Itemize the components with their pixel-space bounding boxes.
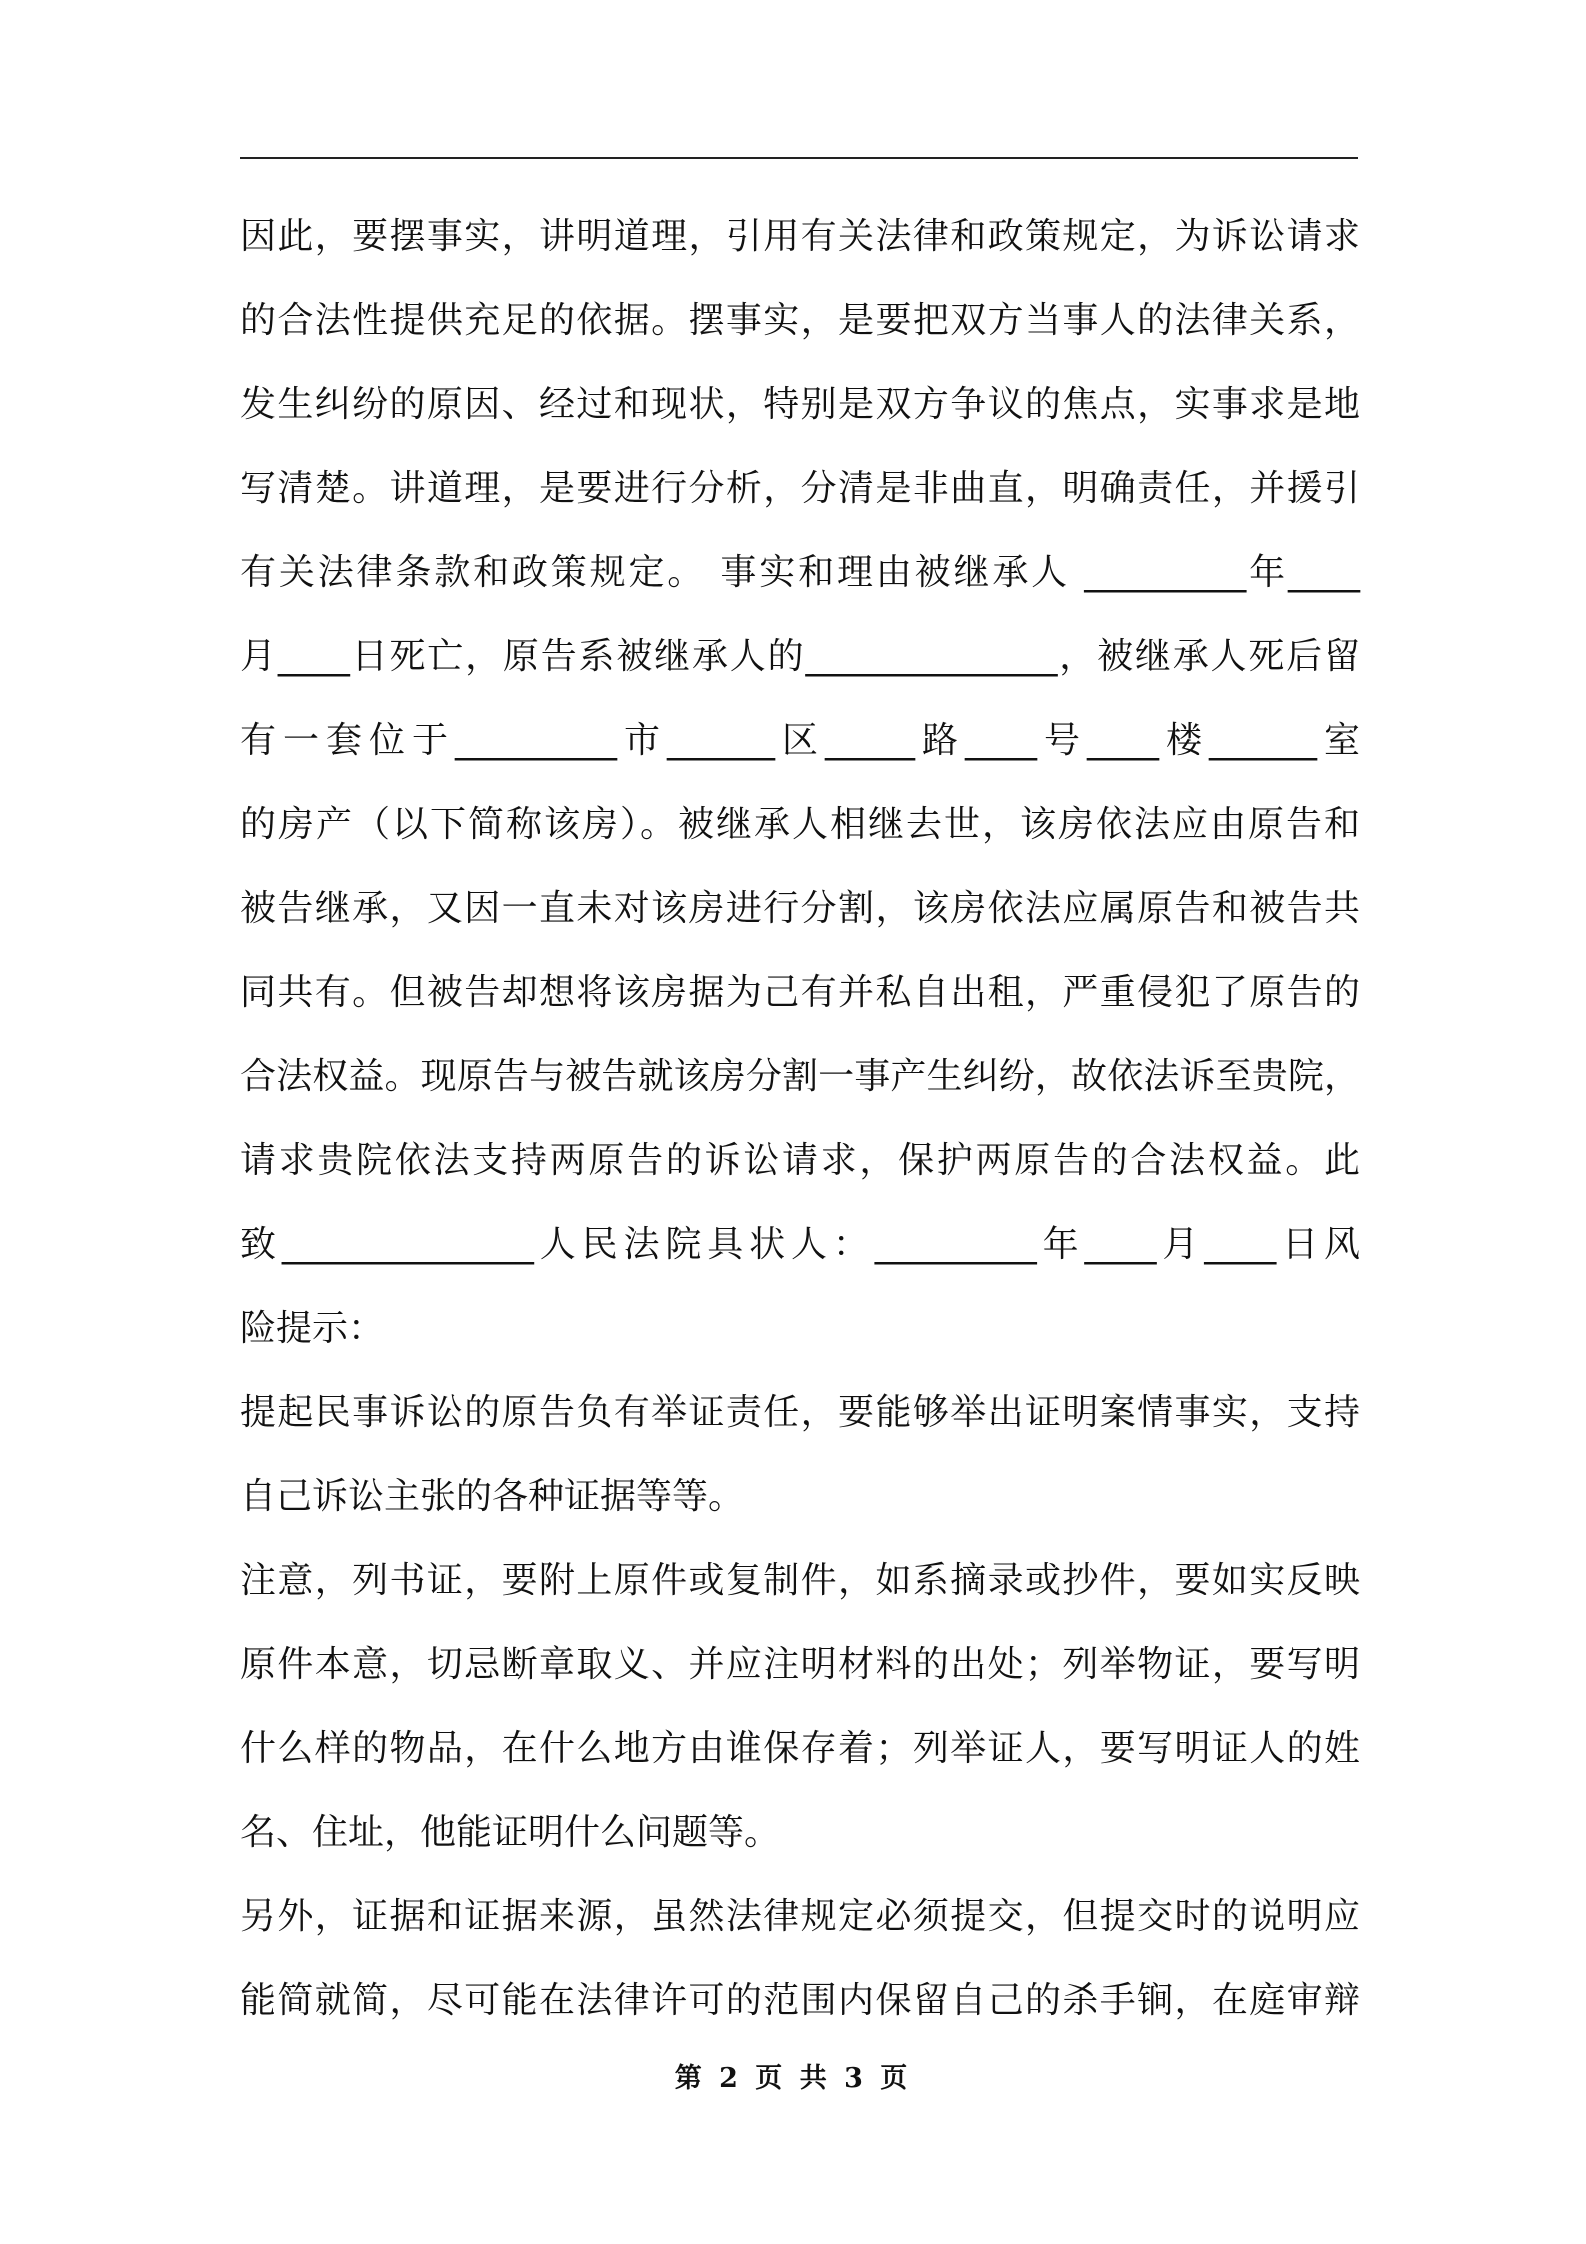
document-body (240, 195, 1360, 2043)
header-rule (240, 157, 1358, 159)
text-line: 的房产（以下简称该房）。被继承人相继去世，该房依法应由原告和 (240, 804, 1360, 845)
text-line: 同共有。但被告却想将该房据为己有并私自出租，严重侵犯了原告的 (240, 972, 1360, 1013)
text-line: 注意，列书证，要附上原件或复制件，如系摘录或抄件，要如实反映 (240, 1560, 1360, 1601)
page-number: 第 2 页 共 3 页 (674, 2063, 912, 2094)
text-line: 能简就简，尽可能在法律许可的范围内保留自己的杀手锏，在庭审辩 (240, 1980, 1360, 2021)
text-line: 的合法性提供充足的依据。摆事实，是要把双方当事人的法律关系， (240, 300, 1360, 341)
text-line: 写清楚。讲道理，是要进行分析，分清是非曲直，明确责任，并援引 (240, 468, 1360, 509)
text-line: 原件本意，切忌断章取义、并应注明材料的出处；列举物证，要写明 (240, 1644, 1360, 1685)
text-line: 有一套位于_________市______区_____路____号____楼______室 (240, 720, 1360, 761)
text-line: 被告继承，又因一直未对该房进行分割，该房依法应属原告和被告共 (240, 888, 1360, 929)
text-line: 合法权益。现原告与被告就该房分割一事产生纠纷，故依法诉至贵院， (240, 1056, 1360, 1097)
text-line: 自己诉讼主张的各种证据等等。 (240, 1476, 745, 1517)
text-line: 有关法律条款和政策规定。 事实和理由被继承人 _________年____ (240, 552, 1360, 593)
text-line: 什么样的物品，在什么地方由谁保存着；列举证人，要写明证人的姓 (240, 1728, 1360, 1769)
text-line: 因此，要摆事实，讲明道理，引用有关法律和政策规定，为诉讼请求 (240, 216, 1360, 257)
text-line: 发生纠纷的原因、经过和现状，特别是双方争议的焦点，实事求是地 (240, 384, 1360, 425)
text-line: 另外，证据和证据来源，虽然法律规定必须提交，但提交时的说明应 (240, 1896, 1360, 1937)
text-line: 提起民事诉讼的原告负有举证责任，要能够举出证明案情事实，支持 (240, 1392, 1360, 1433)
text-line: 险提示： (240, 1308, 385, 1349)
text-line: 月____日死亡，原告系被继承人的______________，被继承人死后留 (240, 636, 1360, 677)
text-line: 请求贵院依法支持两原告的诉讼请求，保护两原告的合法权益。此 (240, 1140, 1360, 1181)
text-line: 致______________人民法院具状人：_________年____月____日风 (240, 1224, 1360, 1265)
text-line: 名、住址，他能证明什么问题等。 (240, 1812, 781, 1853)
